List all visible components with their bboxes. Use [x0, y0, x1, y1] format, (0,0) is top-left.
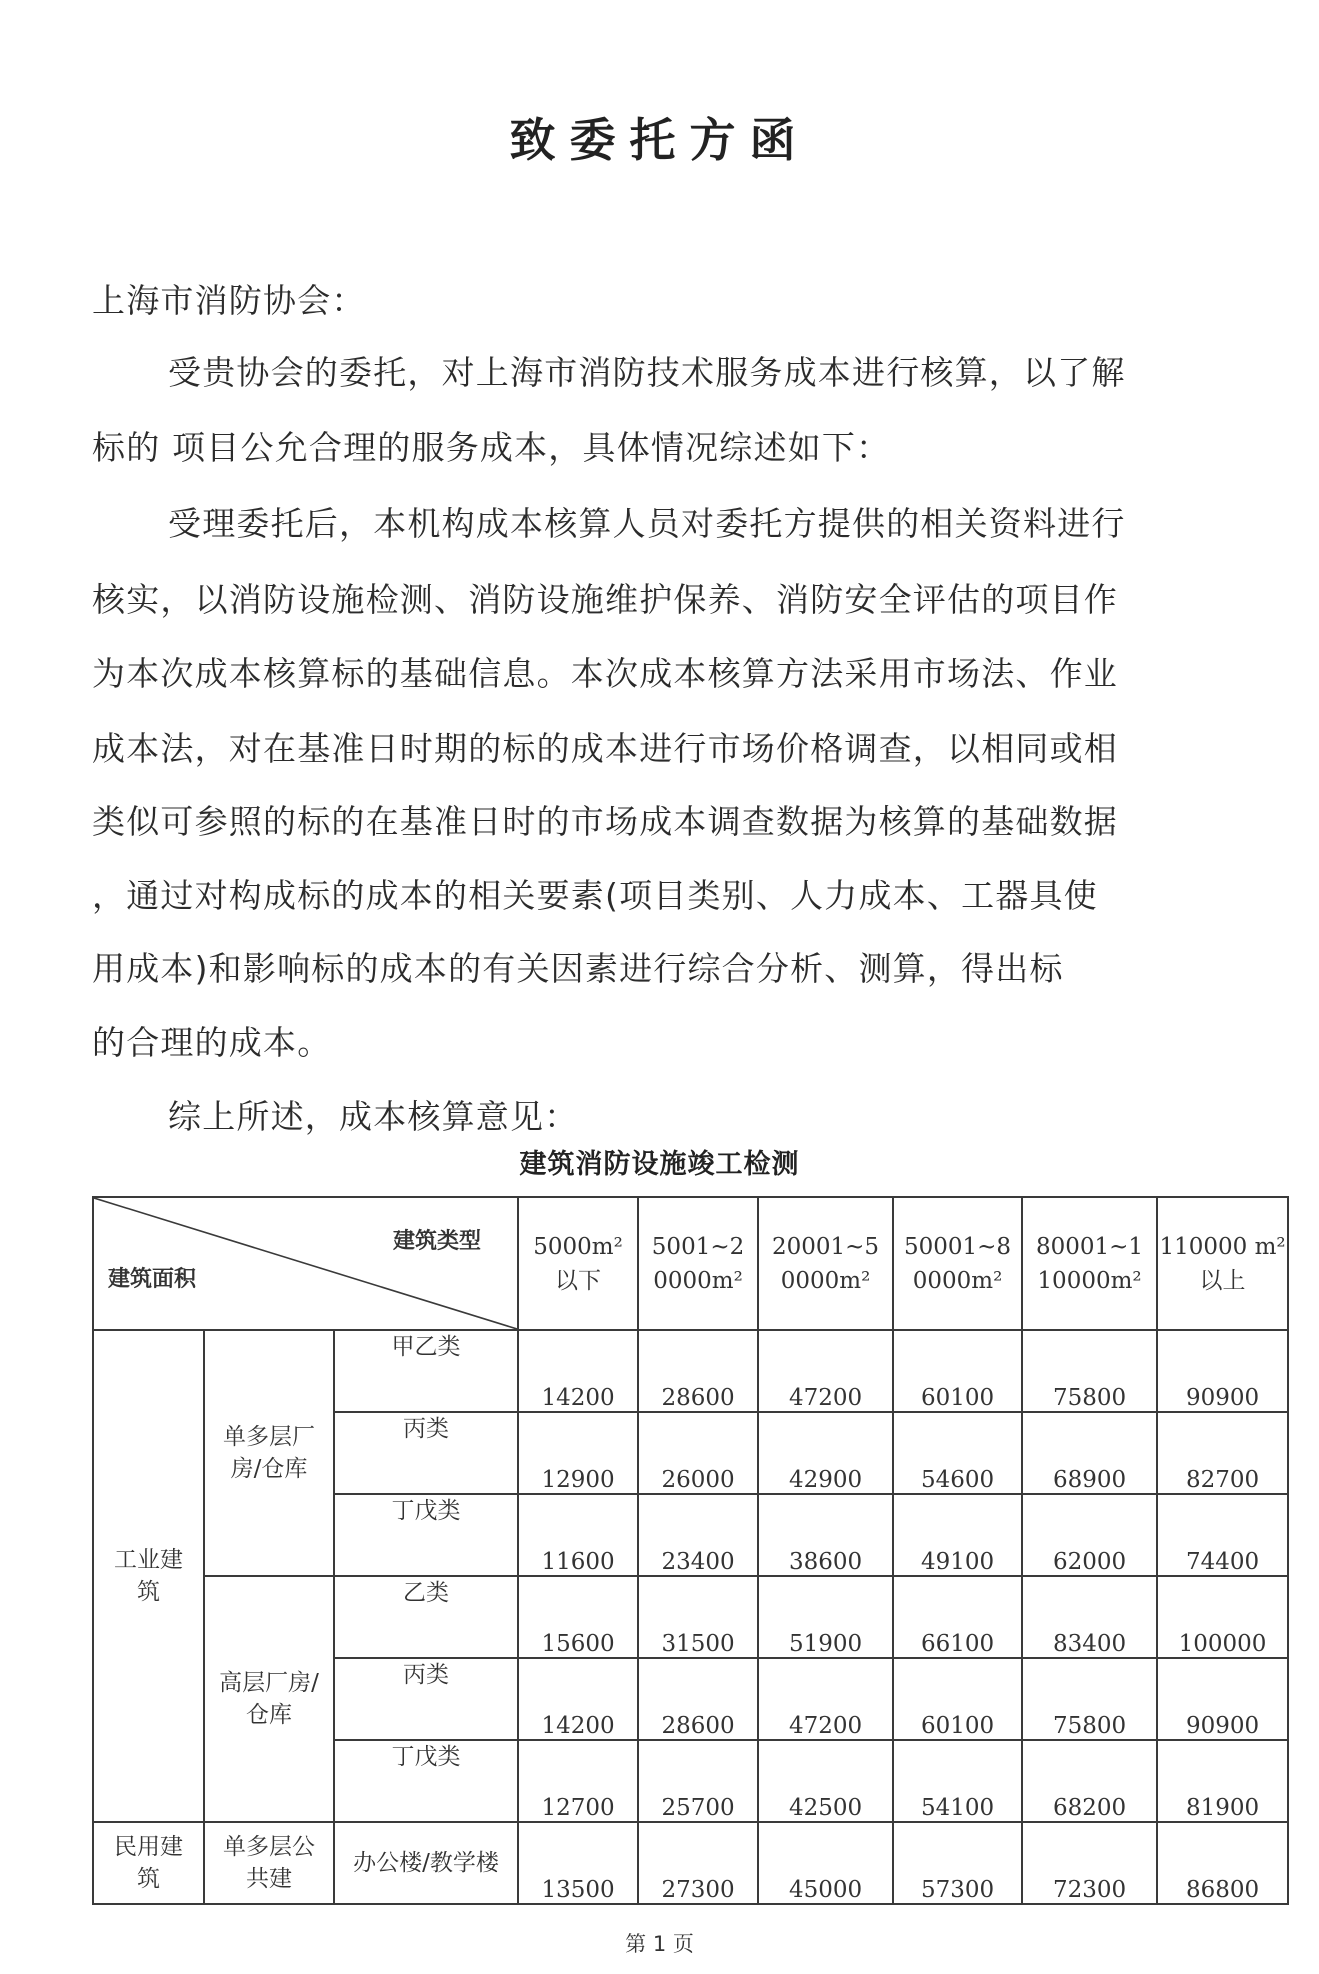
subcategory-high-rise-factory: 高层厂房/仓库 — [204, 1576, 334, 1822]
cost-value: 66100 — [893, 1576, 1022, 1658]
cost-value: 83400 — [1022, 1576, 1157, 1658]
table-row — [93, 1330, 1288, 1412]
cost-value: 15600 — [518, 1576, 638, 1658]
cost-value: 100000 — [1157, 1576, 1288, 1658]
cost-value: 45000 — [758, 1822, 893, 1904]
cost-value: 68900 — [1022, 1412, 1157, 1494]
cost-value: 11600 — [518, 1494, 638, 1576]
body-line: 用成本)和影响标的成本的有关因素进行综合分析、测算，得出标 — [92, 949, 1064, 988]
cost-value: 12700 — [518, 1740, 638, 1822]
column-header: 20001~5 0000m² — [758, 1197, 893, 1330]
table-row — [93, 1576, 1288, 1658]
cost-value: 13500 — [518, 1822, 638, 1904]
body-line: 标的 项目公允合理的服务成本，具体情况综述如下： — [92, 428, 891, 467]
hazard-class: 丁戊类 — [334, 1740, 518, 1822]
table-caption: 建筑消防设施竣工检测 — [519, 1149, 800, 1180]
hazard-class: 丙类 — [334, 1658, 518, 1740]
subcategory-single-multi-factory: 单多层厂房/仓库 — [204, 1330, 334, 1576]
cost-value: 90900 — [1157, 1658, 1288, 1740]
cost-value: 28600 — [638, 1658, 758, 1740]
body-line: 的合理的成本。 — [92, 1023, 332, 1062]
cost-table — [92, 1196, 1289, 1905]
conclusion-line: 综上所述，成本核算意见： — [168, 1097, 579, 1136]
cost-value: 86800 — [1157, 1822, 1288, 1904]
cost-value: 68200 — [1022, 1740, 1157, 1822]
cost-value: 60100 — [893, 1658, 1022, 1740]
cost-value: 38600 — [758, 1494, 893, 1576]
cost-value: 74400 — [1157, 1494, 1288, 1576]
cost-value: 28600 — [638, 1330, 758, 1412]
hazard-class: 丙类 — [334, 1412, 518, 1494]
page-number: 第 1 页 — [625, 1932, 694, 1956]
cost-value: 42500 — [758, 1740, 893, 1822]
table-row — [93, 1822, 1288, 1904]
building-use: 办公楼/教学楼 — [334, 1822, 518, 1904]
cost-value: 51900 — [758, 1576, 893, 1658]
cost-value: 90900 — [1157, 1330, 1288, 1412]
body-line: ，通过对构成标的成本的相关要素(项目类别、人力成本、工器具使 — [92, 876, 1098, 915]
hazard-class: 乙类 — [334, 1576, 518, 1658]
subcategory-single-multi-public: 单多层公共建 — [204, 1822, 334, 1904]
corner-header-cell — [93, 1197, 518, 1330]
cost-value: 14200 — [518, 1658, 638, 1740]
cost-value: 75800 — [1022, 1330, 1157, 1412]
body-line: 为本次成本核算标的基础信息。本次成本核算方法采用市场法、作业 — [92, 654, 1118, 693]
cost-value: 62000 — [1022, 1494, 1157, 1576]
column-header: 110000 m²以上 — [1157, 1197, 1288, 1330]
column-header: 5000m² 以下 — [518, 1197, 638, 1330]
column-header: 5001~2 0000m² — [638, 1197, 758, 1330]
column-header: 80001~1 10000m² — [1022, 1197, 1157, 1330]
salutation: 上海市消防协会： — [92, 281, 366, 320]
cost-value: 31500 — [638, 1576, 758, 1658]
category-industrial: 工业建筑 — [93, 1330, 204, 1822]
cost-value: 26000 — [638, 1412, 758, 1494]
building-area-label: 建筑面积 — [108, 1267, 197, 1292]
body-line: 成本法，对在基准日时期的标的成本进行市场价格调查，以相同或相 — [92, 729, 1118, 768]
cost-value: 47200 — [758, 1330, 893, 1412]
body-line: 核实，以消防设施检测、消防设施维护保养、消防安全评估的项目作 — [92, 580, 1118, 619]
cost-value: 25700 — [638, 1740, 758, 1822]
cost-value: 57300 — [893, 1822, 1022, 1904]
cost-value: 54100 — [893, 1740, 1022, 1822]
cost-value: 42900 — [758, 1412, 893, 1494]
cost-value: 47200 — [758, 1658, 893, 1740]
cost-value: 23400 — [638, 1494, 758, 1576]
cost-value: 82700 — [1157, 1412, 1288, 1494]
cost-value: 12900 — [518, 1412, 638, 1494]
hazard-class: 甲乙类 — [334, 1330, 518, 1412]
cost-value: 72300 — [1022, 1822, 1157, 1904]
cost-value: 60100 — [893, 1330, 1022, 1412]
cost-value: 81900 — [1157, 1740, 1288, 1822]
cost-value: 27300 — [638, 1822, 758, 1904]
cost-value: 54600 — [893, 1412, 1022, 1494]
body-line: 受贵协会的委托，对上海市消防技术服务成本进行核算，以了解 — [168, 353, 1126, 392]
hazard-class: 丁戊类 — [334, 1494, 518, 1576]
cost-value: 49100 — [893, 1494, 1022, 1576]
document-title: 致委托方函 — [509, 113, 810, 167]
body-line: 受理委托后，本机构成本核算人员对委托方提供的相关资料进行 — [168, 504, 1126, 543]
body-line: 类似可参照的标的在基准日时的市场成本调查数据为核算的基础数据 — [92, 802, 1118, 841]
category-civil: 民用建筑 — [93, 1822, 204, 1904]
column-header: 50001~8 0000m² — [893, 1197, 1022, 1330]
cost-value: 75800 — [1022, 1658, 1157, 1740]
cost-value: 14200 — [518, 1330, 638, 1412]
building-type-label: 建筑类型 — [393, 1229, 482, 1254]
